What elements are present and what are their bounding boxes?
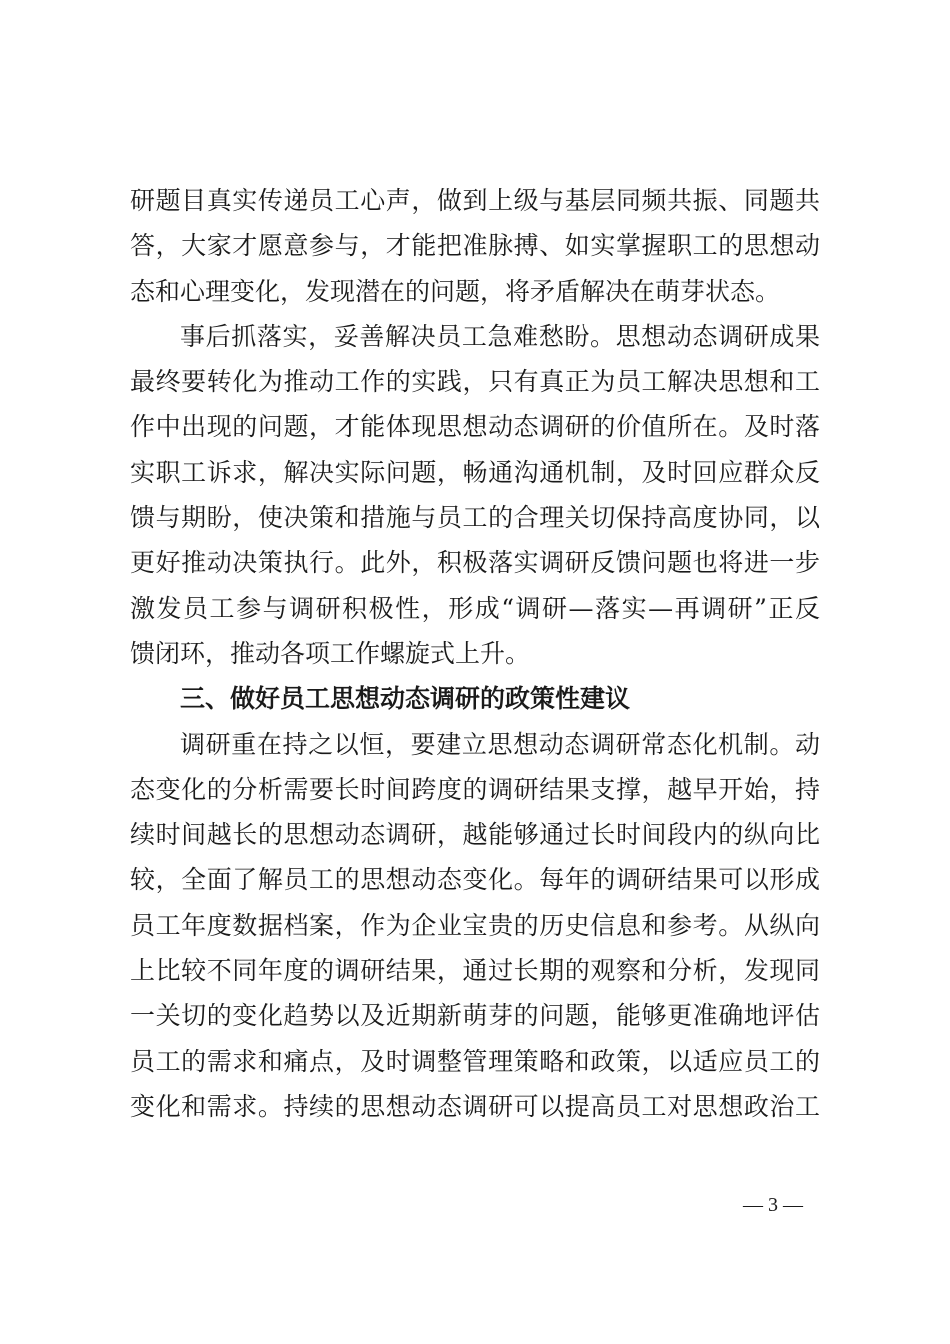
text-line: 作中出现的问题，才能体现思想动态调研的价值所在。及时落 [130, 412, 820, 442]
text-line: 事后抓落实，妥善解决员工急难愁盼。思想动态调研成果 [180, 321, 820, 351]
text-line: 答，大家才愿意参与，才能把准脉搏、如实掌握职工的思想动 [130, 231, 820, 261]
text-line: 调研重在持之以恒，要建立思想动态调研常态化机制。动 [180, 729, 820, 759]
text-line: 员工的需求和痛点，及时调整管理策略和政策，以适应员工的 [130, 1046, 820, 1076]
section-heading: 三、做好员工思想动态调研的政策性建议 [180, 684, 631, 714]
text-line: 员工年度数据档案，作为企业宝贵的历史信息和参考。从纵向 [130, 910, 820, 940]
text-line: 态变化的分析需要长时间跨度的调研结果支撑，越早开始，持 [130, 774, 820, 804]
text-line: 馈与期盼，使决策和措施与员工的合理关切保持高度协同，以 [130, 503, 820, 533]
text-line: 研题目真实传递员工心声，做到上级与基层同频共振、同题共 [130, 186, 820, 215]
text-line: 更好推动决策执行。此外，积极落实调研反馈问题也将进一步 [130, 548, 820, 578]
text-line: 最终要转化为推动工作的实践，只有真正为员工解决思想和工 [130, 367, 820, 397]
text-line: 较，全面了解员工的思想动态变化。每年的调研结果可以形成 [130, 865, 820, 895]
text-line: 实职工诉求，解决实际问题，畅通沟通机制，及时回应群众反 [130, 457, 820, 487]
text-line: 激发员工参与调研积极性，形成“调研—落实—再调研”正反 [130, 593, 820, 623]
paragraph-continuation [130, 178, 820, 314]
paragraph-regular-mechanism [130, 722, 820, 1130]
text-line: 一关切的变化趋势以及近期新萌芽的问题，能够更准确地评估 [130, 1001, 820, 1031]
text-line: 态和心理变化，发现潜在的问题，将矛盾解决在萌芽状态。 [130, 276, 781, 306]
paragraph-follow-up [130, 314, 820, 676]
text-line: 上比较不同年度的调研结果，通过长期的观察和分析，发现同 [130, 956, 820, 986]
document-body [130, 178, 820, 1129]
page-number: — 3 — [743, 1194, 803, 1216]
text-line: 续时间越长的思想动态调研，越能够通过长时间段内的纵向比 [130, 820, 820, 850]
text-line: 馈闭环，推动各项工作螺旋式上升。 [130, 638, 531, 668]
text-line: 变化和需求。持续的思想动态调研可以提高员工对思想政治工 [130, 1091, 820, 1121]
